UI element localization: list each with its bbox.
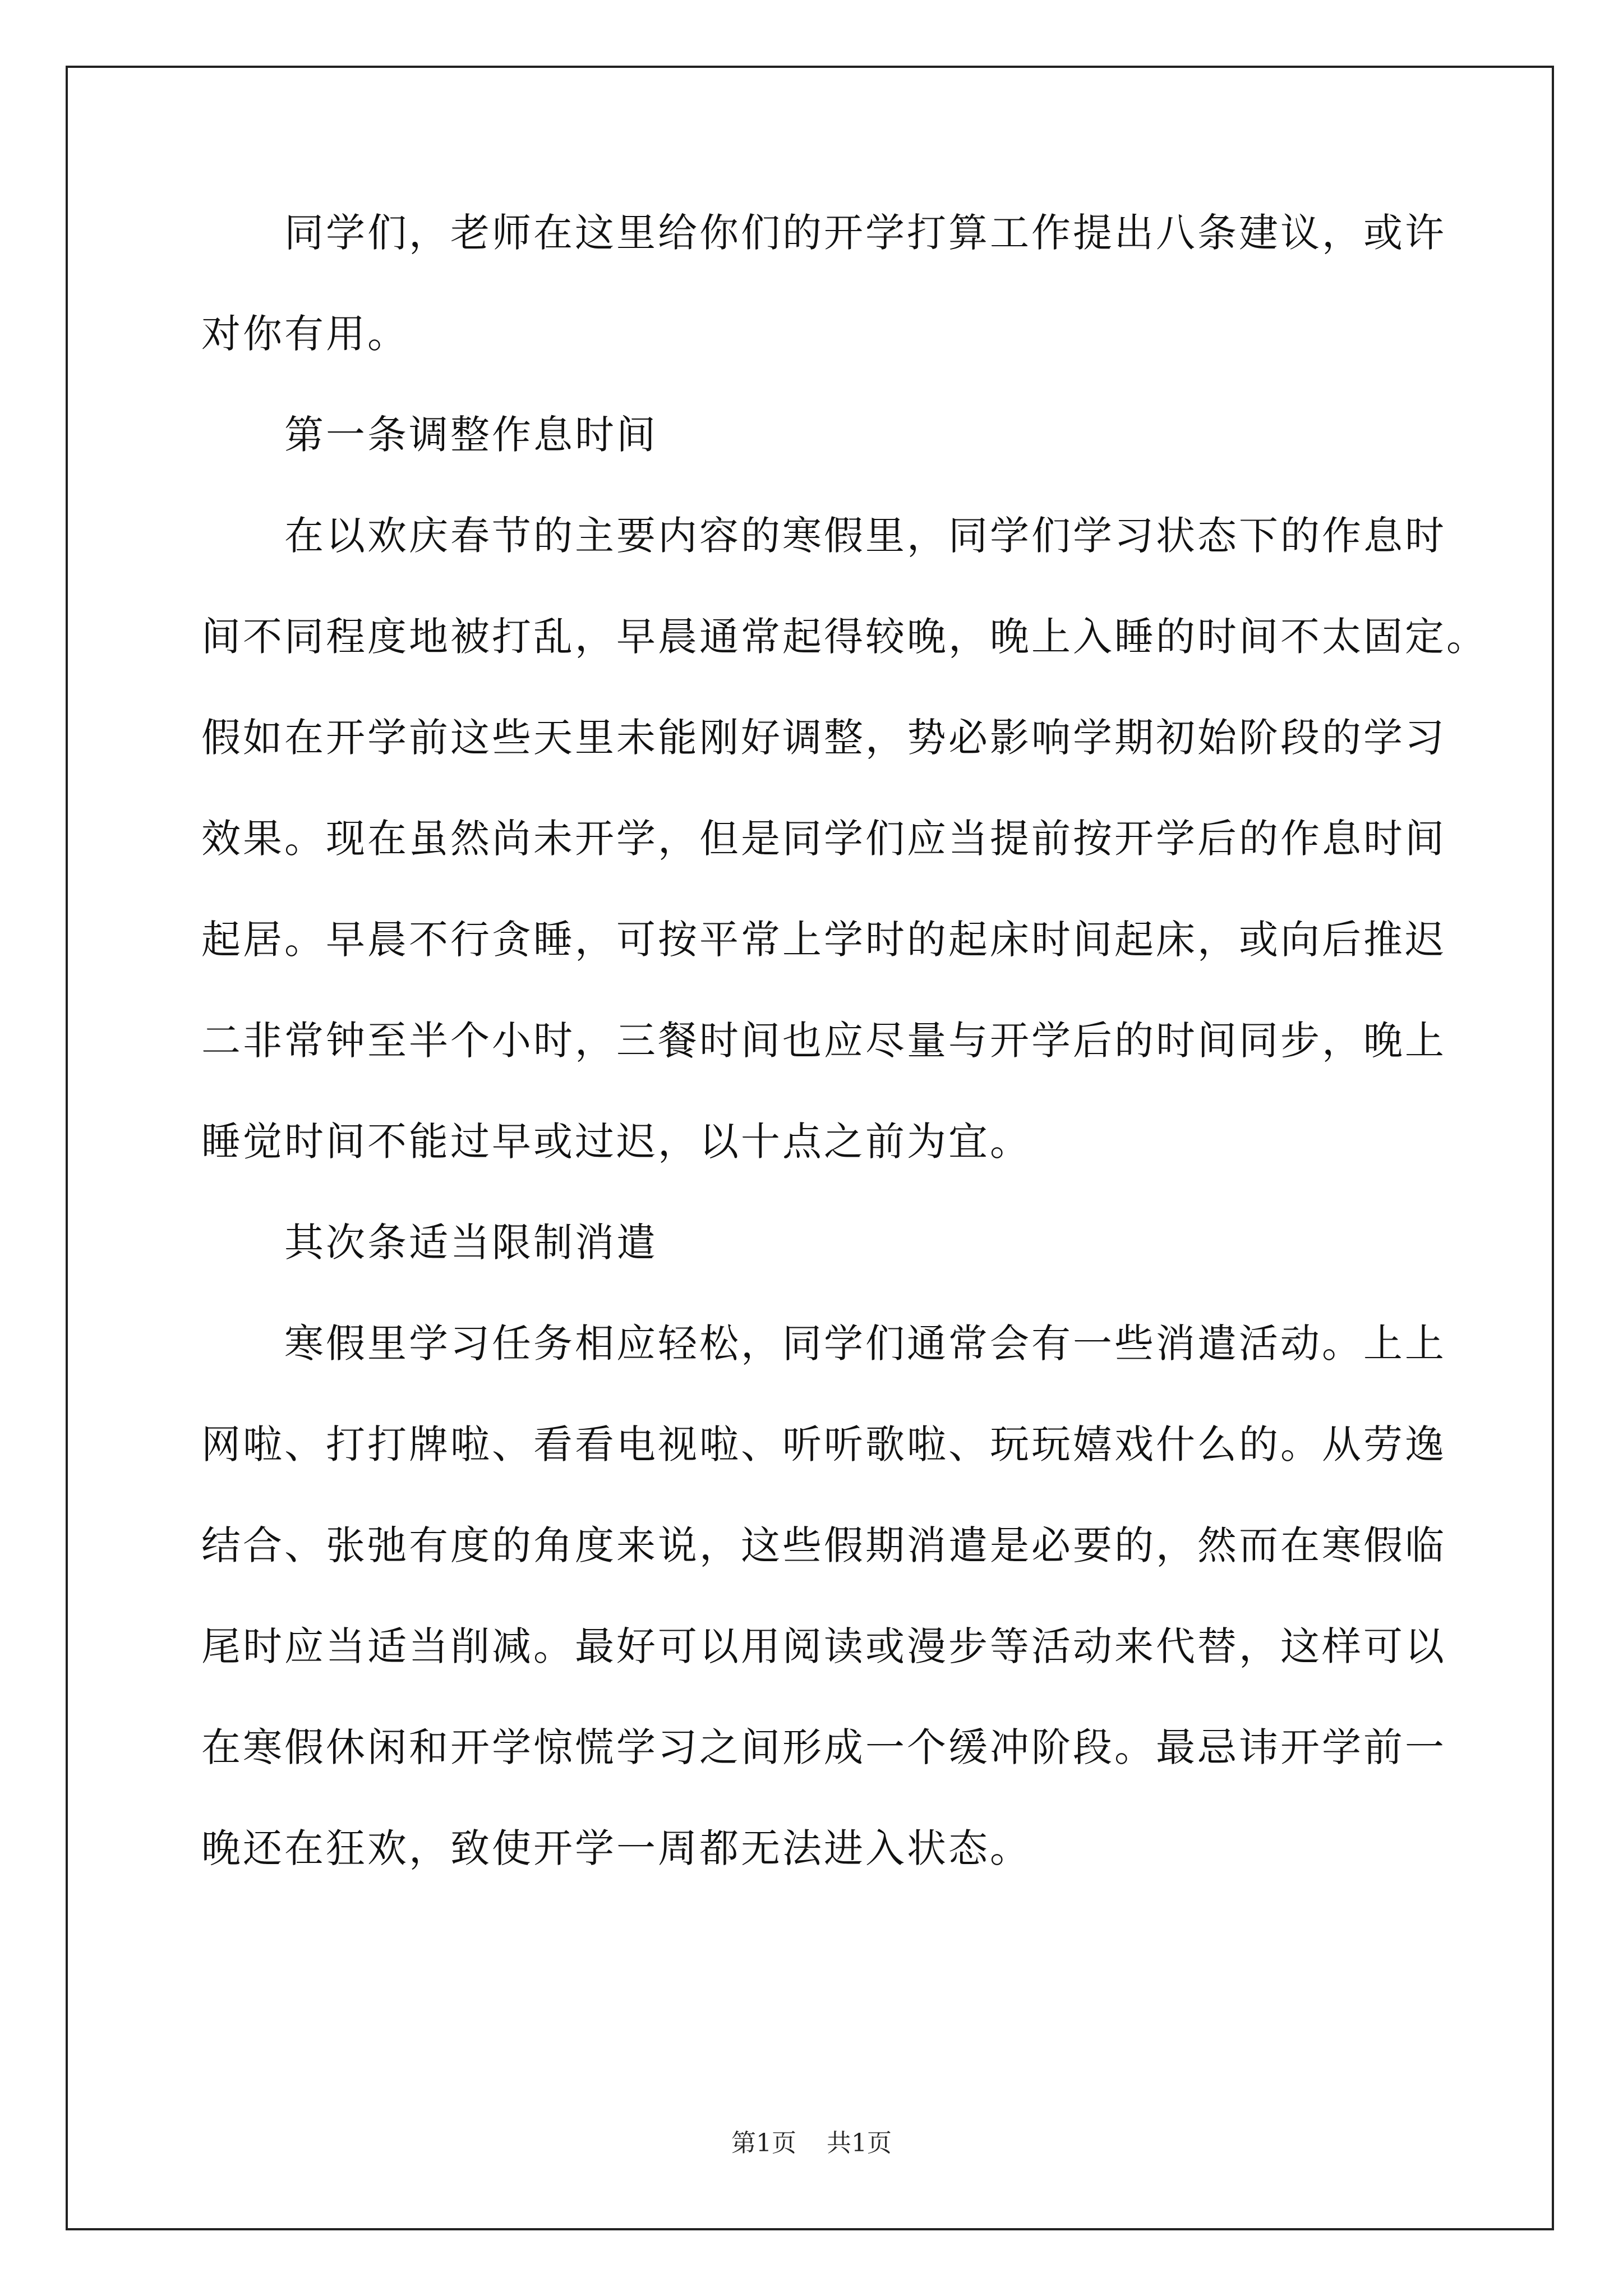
paragraph-line: 间不同程度地被打乱，早晨通常起得较晚，晚上入睡的时间不太固定。 xyxy=(201,614,1488,660)
paragraph-line: 二非常钟至半个小时，三餐时间也应尽量与开学后的时间同步，晚上 xyxy=(201,1018,1446,1064)
page-number: 第1页 xyxy=(731,2129,796,2157)
paragraph-line: 结合、张弛有度的角度来说，这些假期消遣是必要的，然而在寒假临 xyxy=(201,1522,1446,1568)
paragraph-line: 尾时应当适当削减。最好可以用阅读或漫步等活动来代替，这样可以 xyxy=(201,1623,1446,1669)
page-total: 共1页 xyxy=(827,2129,892,2157)
paragraph-line: 睡觉时间不能过早或过迟，以十点之前为宜。 xyxy=(201,1119,1031,1165)
paragraph-line: 在寒假休闲和开学惊慌学习之间形成一个缓冲阶段。最忌讳开学前一 xyxy=(201,1724,1446,1770)
paragraph-line: 晚还在狂欢，致使开学一周都无法进入状态。 xyxy=(201,1825,1031,1871)
paragraph-line: 同学们，老师在这里给你们的开学打算工作提出八条建议，或许 xyxy=(284,210,1446,256)
paragraph-line: 假如在开学前这些天里未能刚好调整，势必影响学期初始阶段的学习 xyxy=(201,715,1446,761)
page-footer xyxy=(0,2131,1623,2156)
paragraph-line: 寒假里学习任务相应轻松，同学们通常会有一些消遣活动。上上 xyxy=(284,1320,1446,1366)
paragraph-line: 效果。现在虽然尚未开学，但是同学们应当提前按开学后的作息时间 xyxy=(201,816,1446,862)
document-body xyxy=(201,210,1488,1871)
paragraph-line: 起居。早晨不行贪睡，可按平常上学时的起床时间起床，或向后推迟 xyxy=(201,917,1446,963)
paragraph-line: 网啦、打打牌啦、看看电视啦、听听歌啦、玩玩嬉戏什么的。从劳逸 xyxy=(201,1421,1446,1467)
section-heading: 第一条调整作息时间 xyxy=(284,412,658,458)
paragraph-line: 在以欢庆春节的主要内容的寒假里，同学们学习状态下的作息时 xyxy=(284,513,1446,559)
paragraph-line: 对你有用。 xyxy=(201,311,409,357)
section-heading: 其次条适当限制消遣 xyxy=(284,1220,658,1266)
